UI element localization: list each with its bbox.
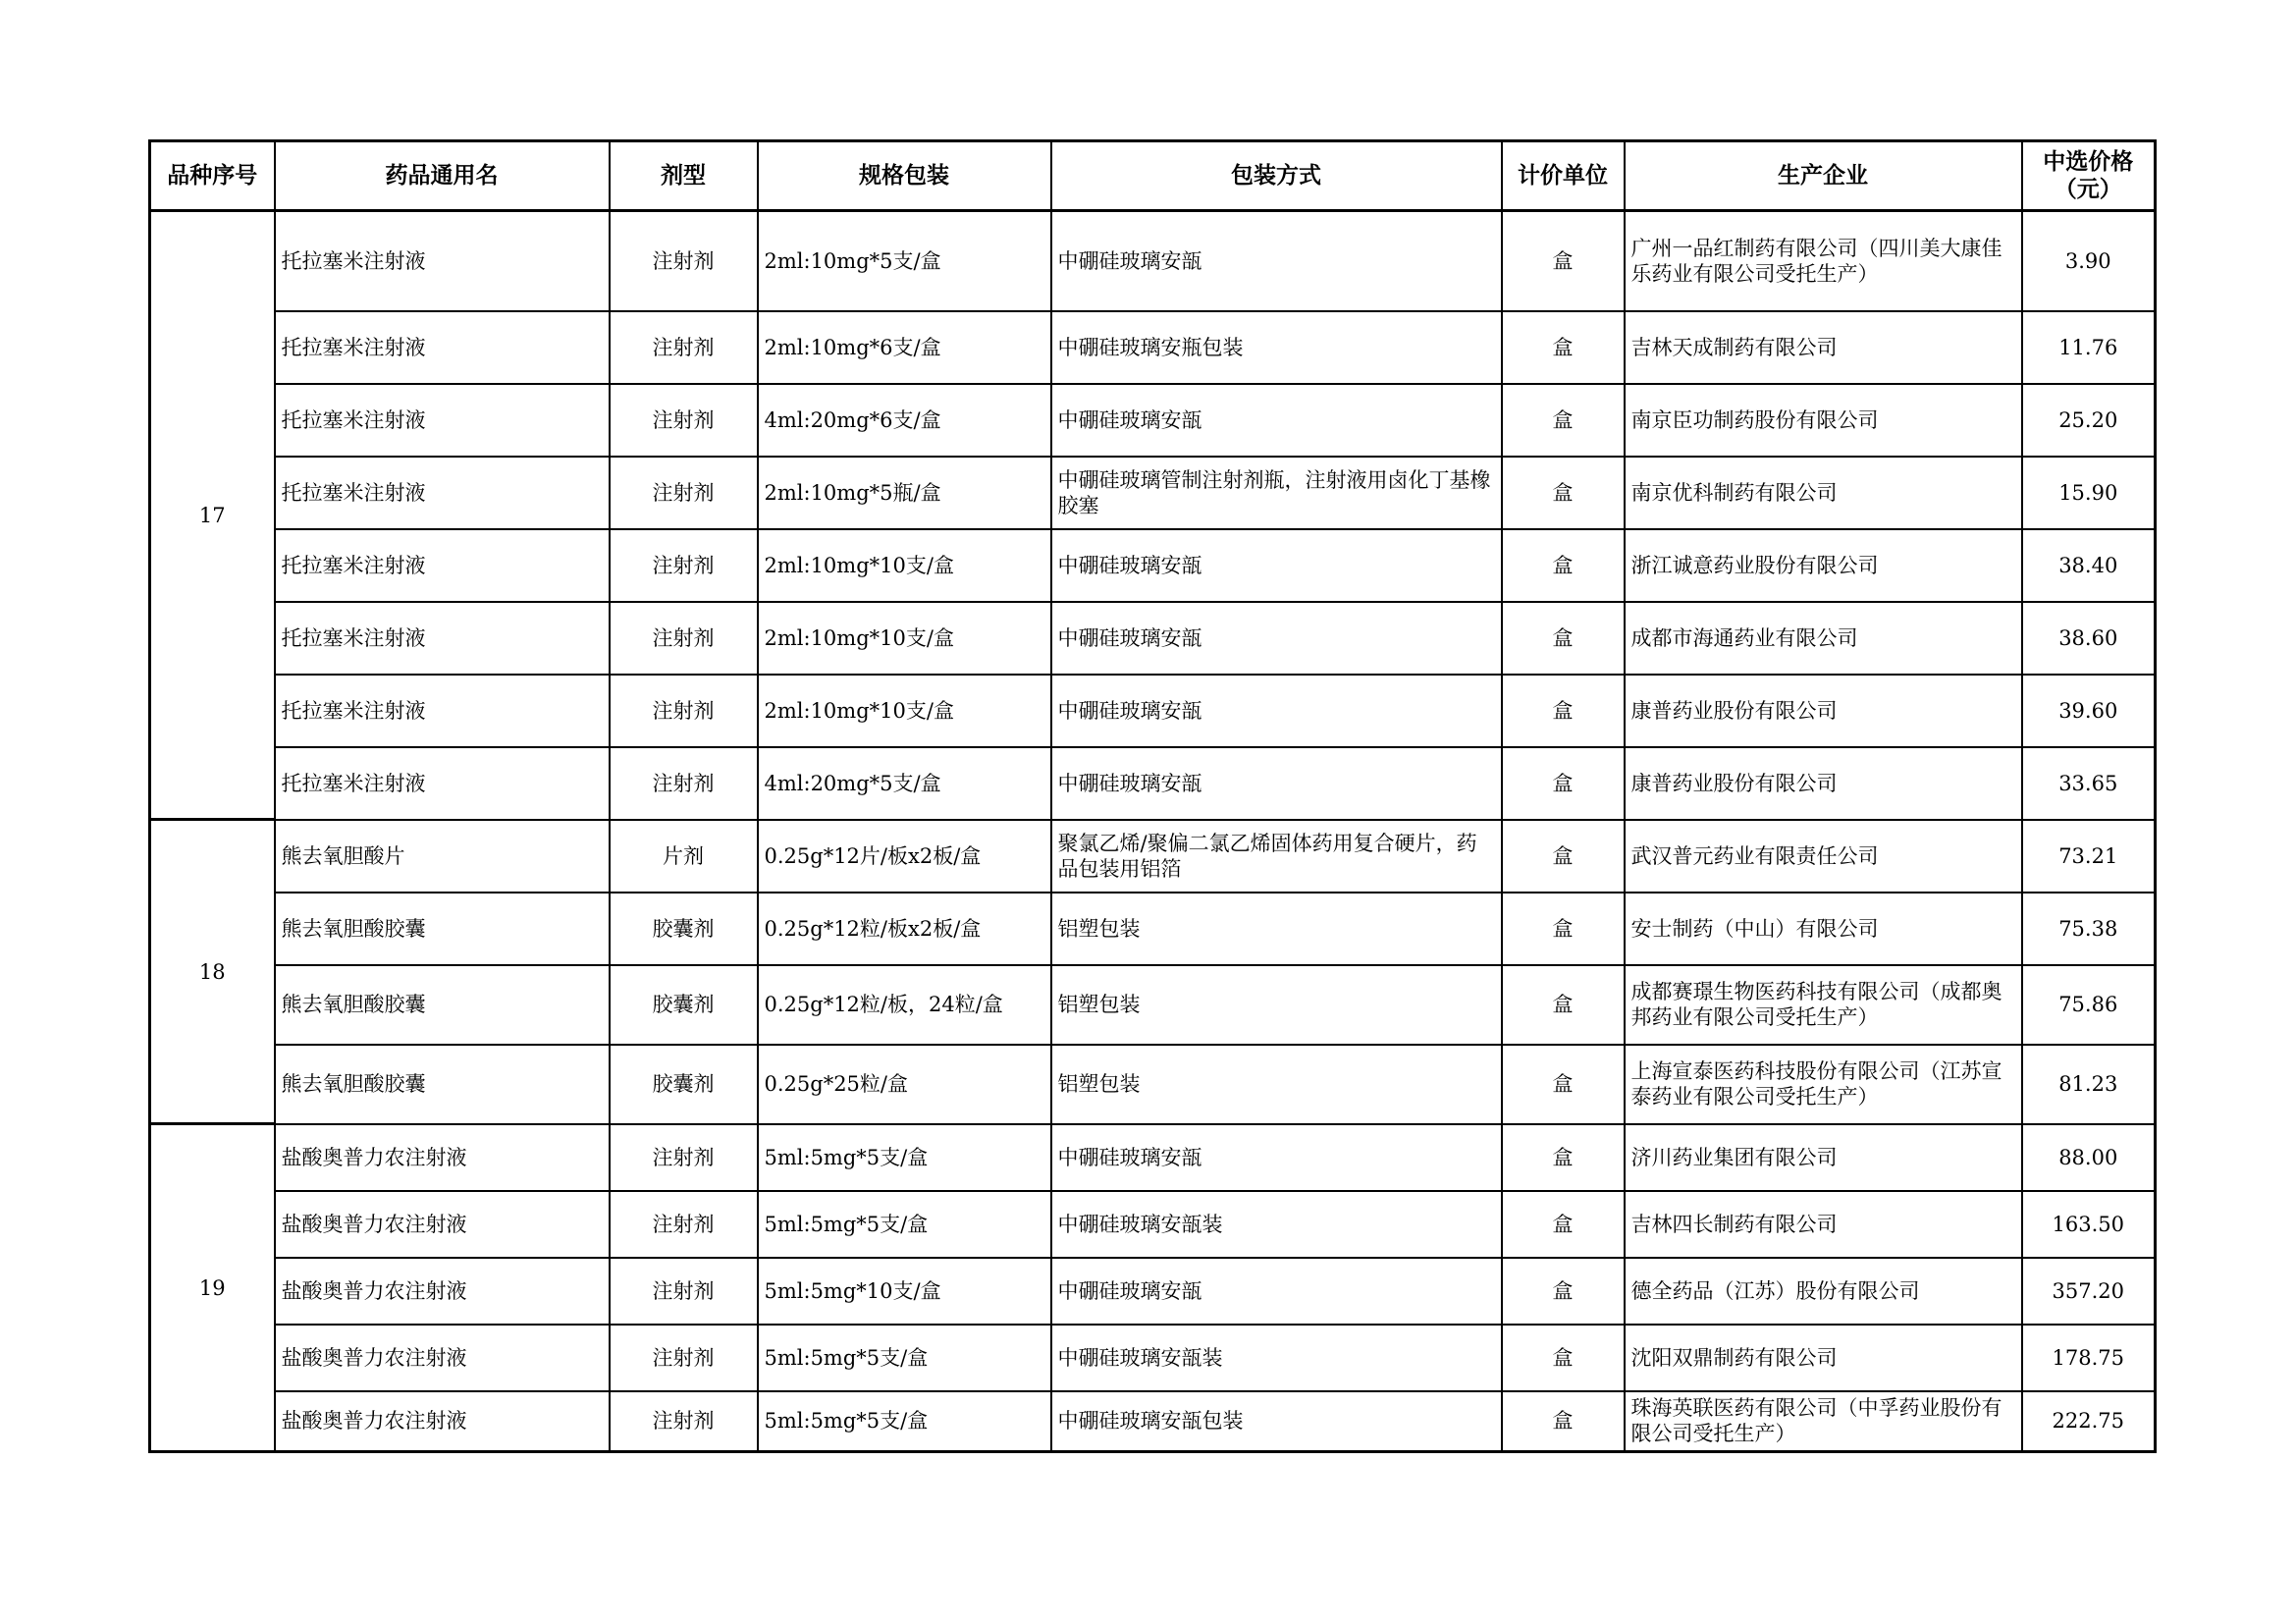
price-cell: 73.21: [2022, 820, 2156, 893]
drug-name-cell: 盐酸奥普力农注射液: [275, 1124, 610, 1191]
dosage-form-cell: 胶囊剂: [610, 893, 758, 965]
manufacturer-cell: 安士制药（中山）有限公司: [1625, 893, 2022, 965]
drug-name-cell: 盐酸奥普力农注射液: [275, 1391, 610, 1452]
header-drug-name: 药品通用名: [275, 141, 610, 211]
dosage-form-cell: 注射剂: [610, 1258, 758, 1325]
price-cell: 33.65: [2022, 747, 2156, 820]
manufacturer-cell: 德全药品（江苏）股份有限公司: [1625, 1258, 2022, 1325]
price-cell: 11.76: [2022, 311, 2156, 384]
drug-name-cell: 托拉塞米注射液: [275, 675, 610, 747]
spec-cell: 2ml:10mg*10支/盒: [758, 602, 1051, 675]
packaging-cell: 铝塑包装: [1051, 965, 1502, 1045]
header-price: 中选价格 （元）: [2022, 141, 2156, 211]
price-cell: 222.75: [2022, 1391, 2156, 1452]
table-row: [150, 1045, 2156, 1124]
price-cell: 178.75: [2022, 1325, 2156, 1391]
table-row: [150, 457, 2156, 529]
manufacturer-cell: 康普药业股份有限公司: [1625, 747, 2022, 820]
table-row: [150, 311, 2156, 384]
unit-cell: 盒: [1502, 311, 1625, 384]
packaging-cell: 中硼硅玻璃安瓿: [1051, 747, 1502, 820]
table-row: [150, 1124, 2156, 1191]
spec-cell: 2ml:10mg*5支/盒: [758, 211, 1051, 311]
manufacturer-cell: 吉林天成制药有限公司: [1625, 311, 2022, 384]
drug-name-cell: 熊去氧胆酸胶囊: [275, 1045, 610, 1124]
spec-cell: 5ml:5mg*5支/盒: [758, 1391, 1051, 1452]
group-seq-cell: 19: [150, 1124, 275, 1452]
dosage-form-cell: 注射剂: [610, 311, 758, 384]
packaging-cell: 铝塑包装: [1051, 893, 1502, 965]
unit-cell: 盒: [1502, 602, 1625, 675]
drug-name-cell: 盐酸奥普力农注射液: [275, 1258, 610, 1325]
table-row: [150, 384, 2156, 457]
drug-name-cell: 盐酸奥普力农注射液: [275, 1191, 610, 1258]
spec-cell: 2ml:10mg*10支/盒: [758, 675, 1051, 747]
packaging-cell: 中硼硅玻璃安瓿: [1051, 1258, 1502, 1325]
table-row: [150, 1258, 2156, 1325]
packaging-cell: 中硼硅玻璃安瓿: [1051, 675, 1502, 747]
spec-cell: 5ml:5mg*5支/盒: [758, 1124, 1051, 1191]
table-row: [150, 602, 2156, 675]
drug-name-cell: 托拉塞米注射液: [275, 211, 610, 311]
group-seq-cell: 18: [150, 820, 275, 1124]
table-row: [150, 1391, 2156, 1452]
header-manufacturer: 生产企业: [1625, 141, 2022, 211]
dosage-form-cell: 注射剂: [610, 747, 758, 820]
price-cell: 38.40: [2022, 529, 2156, 602]
unit-cell: 盒: [1502, 1045, 1625, 1124]
manufacturer-cell: 珠海英联医药有限公司（中孚药业股份有限公司受托生产）: [1625, 1391, 2022, 1452]
drug-name-cell: 托拉塞米注射液: [275, 311, 610, 384]
price-cell: 357.20: [2022, 1258, 2156, 1325]
spec-cell: 0.25g*12粒/板，24粒/盒: [758, 965, 1051, 1045]
spec-cell: 2ml:10mg*10支/盒: [758, 529, 1051, 602]
table-row: [150, 747, 2156, 820]
manufacturer-cell: 南京臣功制药股份有限公司: [1625, 384, 2022, 457]
drug-name-cell: 托拉塞米注射液: [275, 529, 610, 602]
unit-cell: 盒: [1502, 529, 1625, 602]
table-row: [150, 820, 2156, 893]
unit-cell: 盒: [1502, 457, 1625, 529]
packaging-cell: 中硼硅玻璃管制注射剂瓶，注射液用卤化丁基橡胶塞: [1051, 457, 1502, 529]
header-dosage-form: 剂型: [610, 141, 758, 211]
spec-cell: 4ml:20mg*6支/盒: [758, 384, 1051, 457]
price-cell: 88.00: [2022, 1124, 2156, 1191]
unit-cell: 盒: [1502, 675, 1625, 747]
procurement-price-table: [148, 139, 2157, 1453]
spec-cell: 2ml:10mg*6支/盒: [758, 311, 1051, 384]
table-row: [150, 1191, 2156, 1258]
drug-name-cell: 托拉塞米注射液: [275, 384, 610, 457]
unit-cell: 盒: [1502, 211, 1625, 311]
manufacturer-cell: 吉林四长制药有限公司: [1625, 1191, 2022, 1258]
dosage-form-cell: 注射剂: [610, 384, 758, 457]
price-cell: 81.23: [2022, 1045, 2156, 1124]
packaging-cell: 中硼硅玻璃安瓿装: [1051, 1191, 1502, 1258]
packaging-cell: 中硼硅玻璃安瓿装: [1051, 1325, 1502, 1391]
manufacturer-cell: 南京优科制药有限公司: [1625, 457, 2022, 529]
spec-cell: 5ml:5mg*5支/盒: [758, 1191, 1051, 1258]
price-cell: 75.86: [2022, 965, 2156, 1045]
header-row: [150, 141, 2156, 211]
dosage-form-cell: 注射剂: [610, 1124, 758, 1191]
drug-name-cell: 托拉塞米注射液: [275, 457, 610, 529]
table-row: [150, 965, 2156, 1045]
packaging-cell: 中硼硅玻璃安瓿: [1051, 529, 1502, 602]
price-cell: 38.60: [2022, 602, 2156, 675]
dosage-form-cell: 片剂: [610, 820, 758, 893]
packaging-cell: 中硼硅玻璃安瓿: [1051, 384, 1502, 457]
table-row: [150, 1325, 2156, 1391]
unit-cell: 盒: [1502, 1124, 1625, 1191]
manufacturer-cell: 成都赛璟生物医药科技有限公司（成都奥邦药业有限公司受托生产）: [1625, 965, 2022, 1045]
table-row: [150, 211, 2156, 311]
price-cell: 75.38: [2022, 893, 2156, 965]
manufacturer-cell: 沈阳双鼎制药有限公司: [1625, 1325, 2022, 1391]
table-row: [150, 529, 2156, 602]
drug-name-cell: 熊去氧胆酸胶囊: [275, 893, 610, 965]
price-cell: 163.50: [2022, 1191, 2156, 1258]
unit-cell: 盒: [1502, 1325, 1625, 1391]
dosage-form-cell: 注射剂: [610, 211, 758, 311]
header-seq: 品种序号: [150, 141, 275, 211]
packaging-cell: 中硼硅玻璃安瓿: [1051, 1124, 1502, 1191]
manufacturer-cell: 浙江诚意药业股份有限公司: [1625, 529, 2022, 602]
manufacturer-cell: 上海宣泰医药科技股份有限公司（江苏宣泰药业有限公司受托生产）: [1625, 1045, 2022, 1124]
drug-name-cell: 托拉塞米注射液: [275, 747, 610, 820]
unit-cell: 盒: [1502, 384, 1625, 457]
packaging-cell: 中硼硅玻璃安瓿: [1051, 602, 1502, 675]
dosage-form-cell: 胶囊剂: [610, 965, 758, 1045]
spec-cell: 5ml:5mg*5支/盒: [758, 1325, 1051, 1391]
spec-cell: 0.25g*25粒/盒: [758, 1045, 1051, 1124]
dosage-form-cell: 注射剂: [610, 602, 758, 675]
price-cell: 15.90: [2022, 457, 2156, 529]
header-spec: 规格包装: [758, 141, 1051, 211]
manufacturer-cell: 成都市海通药业有限公司: [1625, 602, 2022, 675]
packaging-cell: 铝塑包装: [1051, 1045, 1502, 1124]
drug-name-cell: 盐酸奥普力农注射液: [275, 1325, 610, 1391]
unit-cell: 盒: [1502, 893, 1625, 965]
packaging-cell: 中硼硅玻璃安瓿包装: [1051, 1391, 1502, 1452]
unit-cell: 盒: [1502, 820, 1625, 893]
spec-cell: 4ml:20mg*5支/盒: [758, 747, 1051, 820]
group-seq-cell: 17: [150, 211, 275, 820]
spec-cell: 0.25g*12粒/板x2板/盒: [758, 893, 1051, 965]
dosage-form-cell: 注射剂: [610, 1391, 758, 1452]
packaging-cell: 聚氯乙烯/聚偏二氯乙烯固体药用复合硬片，药品包装用铝箔: [1051, 820, 1502, 893]
price-cell: 25.20: [2022, 384, 2156, 457]
drug-name-cell: 熊去氧胆酸片: [275, 820, 610, 893]
unit-cell: 盒: [1502, 965, 1625, 1045]
packaging-cell: 中硼硅玻璃安瓿: [1051, 211, 1502, 311]
price-cell: 3.90: [2022, 211, 2156, 311]
spec-cell: 5ml:5mg*10支/盒: [758, 1258, 1051, 1325]
dosage-form-cell: 注射剂: [610, 1325, 758, 1391]
drug-name-cell: 托拉塞米注射液: [275, 602, 610, 675]
header-unit: 计价单位: [1502, 141, 1625, 211]
manufacturer-cell: 武汉普元药业有限责任公司: [1625, 820, 2022, 893]
packaging-cell: 中硼硅玻璃安瓶包装: [1051, 311, 1502, 384]
manufacturer-cell: 济川药业集团有限公司: [1625, 1124, 2022, 1191]
dosage-form-cell: 注射剂: [610, 1191, 758, 1258]
dosage-form-cell: 胶囊剂: [610, 1045, 758, 1124]
drug-name-cell: 熊去氧胆酸胶囊: [275, 965, 610, 1045]
dosage-form-cell: 注射剂: [610, 675, 758, 747]
dosage-form-cell: 注射剂: [610, 457, 758, 529]
manufacturer-cell: 广州一品红制药有限公司（四川美大康佳乐药业有限公司受托生产）: [1625, 211, 2022, 311]
unit-cell: 盒: [1502, 747, 1625, 820]
spec-cell: 0.25g*12片/板x2板/盒: [758, 820, 1051, 893]
spec-cell: 2ml:10mg*5瓶/盒: [758, 457, 1051, 529]
dosage-form-cell: 注射剂: [610, 529, 758, 602]
unit-cell: 盒: [1502, 1191, 1625, 1258]
header-packaging: 包装方式: [1051, 141, 1502, 211]
unit-cell: 盒: [1502, 1391, 1625, 1452]
table-row: [150, 893, 2156, 965]
unit-cell: 盒: [1502, 1258, 1625, 1325]
price-cell: 39.60: [2022, 675, 2156, 747]
table-row: [150, 675, 2156, 747]
manufacturer-cell: 康普药业股份有限公司: [1625, 675, 2022, 747]
